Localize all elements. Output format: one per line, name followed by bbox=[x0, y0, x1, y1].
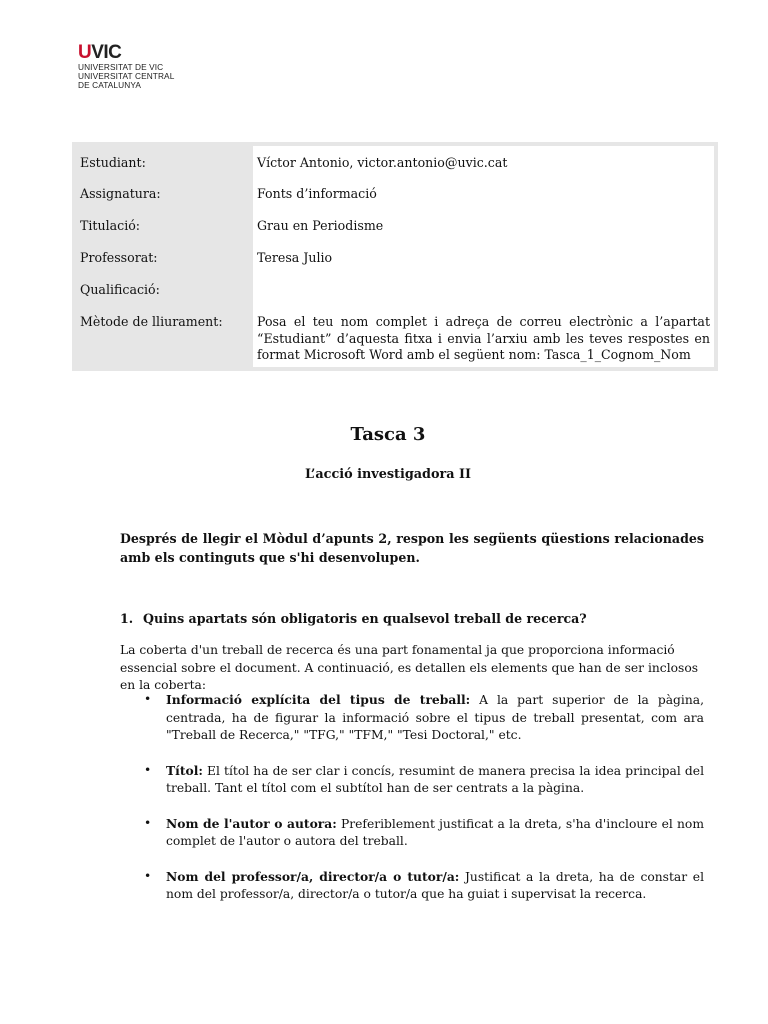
bullet-icon: • bbox=[144, 692, 152, 706]
bullet-icon: • bbox=[144, 762, 152, 777]
field-value: Fonts d’informació bbox=[253, 180, 714, 212]
field-label: Professorat: bbox=[76, 244, 253, 276]
field-label: Assignatura: bbox=[76, 180, 253, 212]
logo-line: UNIVERSITAT CENTRAL bbox=[78, 71, 175, 81]
question-heading bbox=[120, 611, 587, 626]
bullet-icon: • bbox=[144, 815, 152, 830]
list-item-text: Justificat a la dreta, ha de constar el nom del professor/a, director/a o tutor/a que ha guiat i supervisat la recerca. bbox=[166, 869, 704, 901]
question-number: 1. bbox=[120, 611, 134, 626]
field-label: Titulació: bbox=[76, 212, 253, 244]
document-subtitle: L’acció investigadora II bbox=[304, 467, 471, 482]
table-row bbox=[76, 308, 714, 367]
field-value: Víctor Antonio, victor.antonio@uvic.cat bbox=[253, 146, 714, 180]
list-item bbox=[120, 691, 704, 745]
logo-mark: UVIC bbox=[78, 42, 122, 63]
list-item-term: Informació explícita del tipus de treball: bbox=[166, 692, 471, 707]
table-row bbox=[76, 180, 714, 212]
bullet-icon: • bbox=[144, 868, 152, 883]
cover-elements-list bbox=[120, 691, 704, 904]
list-item-term: Nom de l'autor o autora: bbox=[166, 815, 337, 831]
list-item bbox=[120, 815, 704, 851]
logo-line: UNIVERSITAT DE VIC bbox=[78, 62, 164, 72]
list-item-text: A la part superior de la pàgina, centrada, ha de figurar la informació sobre el tipus de treball presentat, com ara "Treball de Recerca," "TFG," "TFM," "Tesi Doctoral," etc. bbox=[166, 693, 704, 742]
student-info-table bbox=[72, 142, 718, 371]
list-item-text: El títol ha de ser clar i concís, resumint de manera precisa la idea principal del treball. Tant el títol com el subtítol han de ser centrats a la pàgina. bbox=[166, 763, 704, 795]
field-value: Teresa Julio bbox=[253, 244, 714, 276]
list-item bbox=[120, 762, 704, 798]
table-row bbox=[76, 212, 714, 244]
list-item-text: Preferiblement justificat a la dreta, s'ha d'incloure el nom complet de l'autor o autora del treball. bbox=[166, 816, 704, 848]
field-value: Grau en Periodisme bbox=[253, 212, 714, 244]
logo-line: DE CATALUNYA bbox=[78, 80, 141, 90]
field-value: Posa el teu nom complet i adreça de correu electrònic a l’apartat “Estudiant” d’aquesta fitxa i envia l’arxiu amb les teves respostes en format Microsoft Word amb el següent nom: Tasca_1_Cognom_Nom bbox=[253, 308, 714, 367]
table-row bbox=[76, 146, 714, 180]
field-value bbox=[253, 276, 714, 308]
logo-text bbox=[78, 63, 174, 90]
question-text: Quins apartats són obligatoris en qualsevol treball de recerca? bbox=[143, 611, 587, 626]
list-item-term: Nom del professor/a, director/a o tutor/a: bbox=[166, 868, 460, 884]
university-logo bbox=[78, 44, 174, 90]
document-title: Tasca 3 bbox=[350, 424, 426, 445]
table-row bbox=[76, 244, 714, 276]
list-item-term: Títol: bbox=[166, 762, 203, 778]
table-row bbox=[76, 276, 714, 308]
list-item bbox=[120, 868, 704, 904]
instructions-paragraph: Després de llegir el Mòdul d’apunts 2, respon les següents qüestions relacionades amb els continguts que s'hi desenvolupen. bbox=[120, 531, 704, 565]
field-label: Qualificació: bbox=[76, 276, 253, 308]
field-label: Mètode de lliurament: bbox=[76, 308, 253, 367]
field-label: Estudiant: bbox=[76, 146, 253, 180]
answer-paragraph: La coberta d'un treball de recerca és una part fonamental ja que proporciona informació essencial sobre el document. A continuació, es detallen els elements que han de ser inclosos en la coberta: bbox=[120, 643, 699, 692]
